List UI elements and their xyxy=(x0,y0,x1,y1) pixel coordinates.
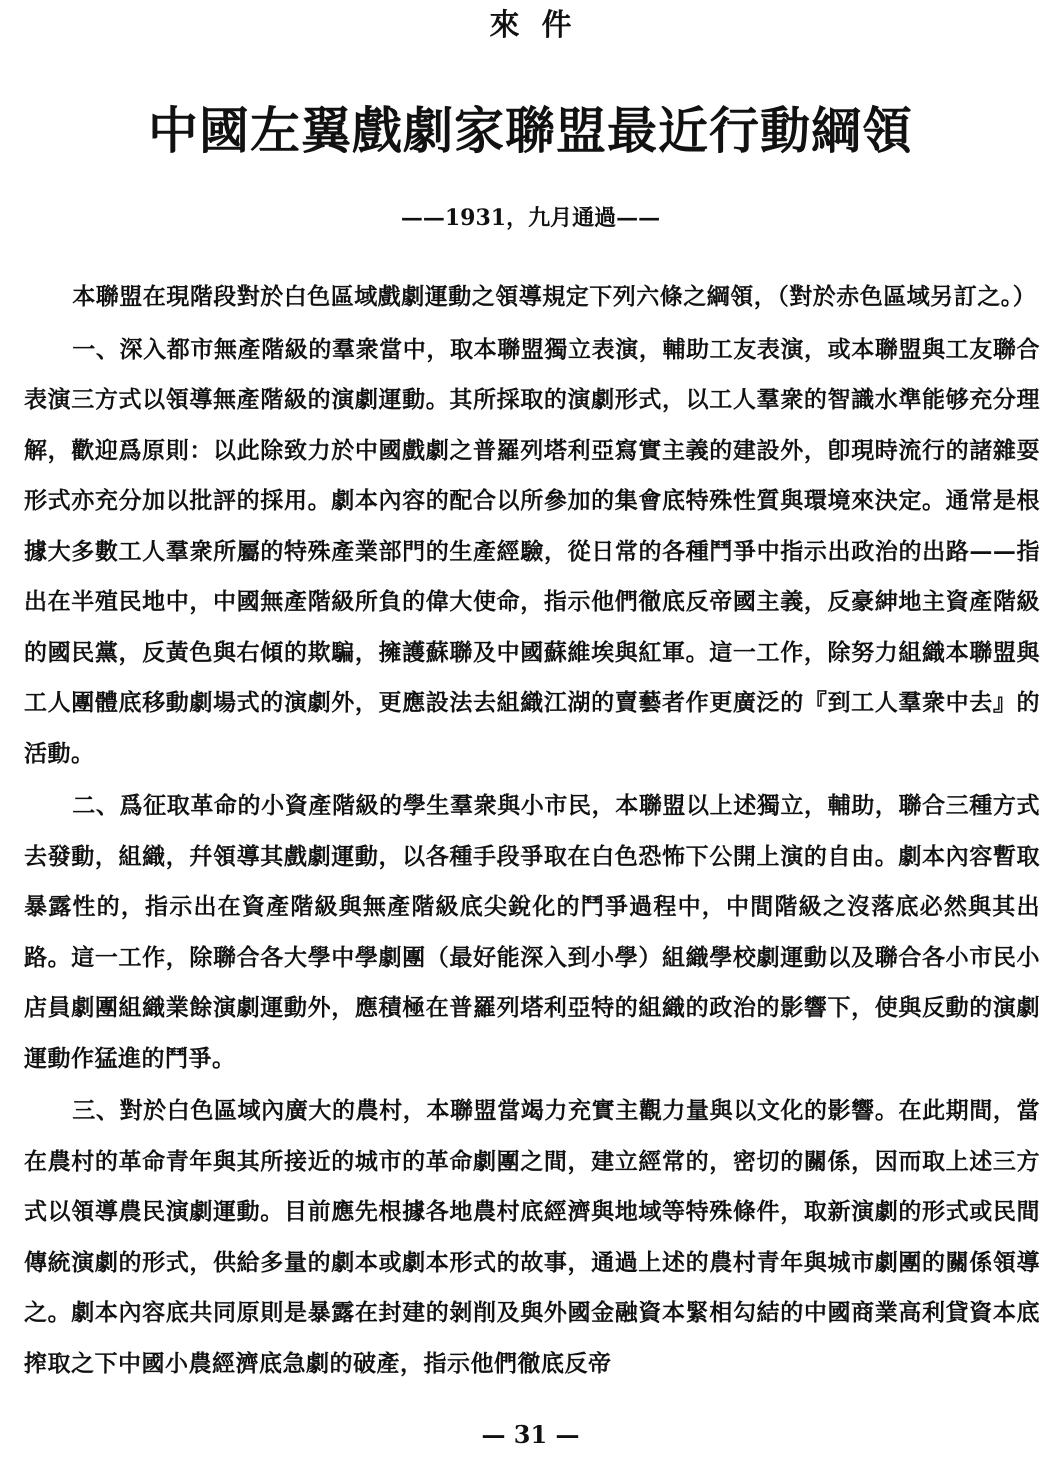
section-label: 來件 xyxy=(489,8,594,43)
article-one-paragraph: 一、深入都市無產階級的羣衆當中，取本聯盟獨立表演，輔助工友表演，或本聯盟與工友聯合表演三方式以領導無產階級的演劇運動。其所採取的演劇形式，以工人羣衆的智識水準能够充分理解，歡迎爲原則：以此除致力於中國戲劇之普羅列塔利亞寫實主義的建設外，卽現時流行的諸雜耍形式亦充分加以批評的採用。劇本內容的配合以所參加的集會底特殊性質與環境來決定。通常是根據大多數工人羣衆所屬的特殊產業部門的生產經驗，從日常的各種鬥爭中指示出政治的出路——指出在半殖民地中，中國無產階級所負的偉大使命，指示他們徹底反帝國主義，反豪紳地主資產階級的國民黨，反黃色與右傾的欺騙，擁護蘇聯及中國蘇維埃與紅軍。這一工作，除努力組織本聯盟與工人團體底移動劇場式的演劇外，更應設法去組織江湖的賣藝者作更廣泛的『到工人羣衆中去』的活動。 xyxy=(24,335,1040,767)
article-three-paragraph: 三、對於白色區域內廣大的農村，本聯盟當竭力充實主觀力量與以文化的影響。在此期間，當在農村的革命青年與其所接近的城市的革命劇團之間，建立經常的，密切的關係，因而取上述三方式以領導農民演劇運動。目前應先根據各地農村底經濟與地域等特殊條件，取新演劇的形式或民間傳統演劇的形式，供給多量的劇本或劇本形式的故事，通過上述的農村青年與城市劇團的關係領導之。劇本內容底共同原則是暴露在封建的剝削及與外國金融資本緊相勾結的中國商業高利貸資本底搾取之下中國小農經濟底急劇的破產，指示他們徹底反帝 xyxy=(24,1097,1040,1377)
article-two-paragraph: 二、爲征取革命的小資產階級的學生羣衆與小市民，本聯盟以上述獨立，輔助，聯合三種方式去發動，組織，幷領導其戲劇運動，以各種手段爭取在白色恐怖下公開上演的自由。劇本內容暫取暴露性的，指示出在資產階級與無產階級底尖銳化的鬥爭過程中，中間階級之沒落底必然與其出路。這一工作，除聯合各大學中學劇團（最好能深入到小學）組織學校劇運動以及聯合各小市民小店員劇團組織業餘演劇運動外，應積極在普羅列塔利亞特的組織的政治的影響下，使與反動的演劇運動作猛進的鬥爭。 xyxy=(24,792,1040,1072)
intro-paragraph: 本聯盟在現階段對於白色區域戲劇運動之領導規定下列六條之綱領，（對於赤色區域另訂之。） xyxy=(72,283,1037,310)
adoption-date-line: ——1931，九月通過—— xyxy=(400,205,661,231)
page-number: — 31 — xyxy=(481,1420,580,1449)
document-title: 中國左翼戲劇家聯盟最近行動綱領 xyxy=(148,101,913,160)
document-body xyxy=(24,272,1040,1389)
